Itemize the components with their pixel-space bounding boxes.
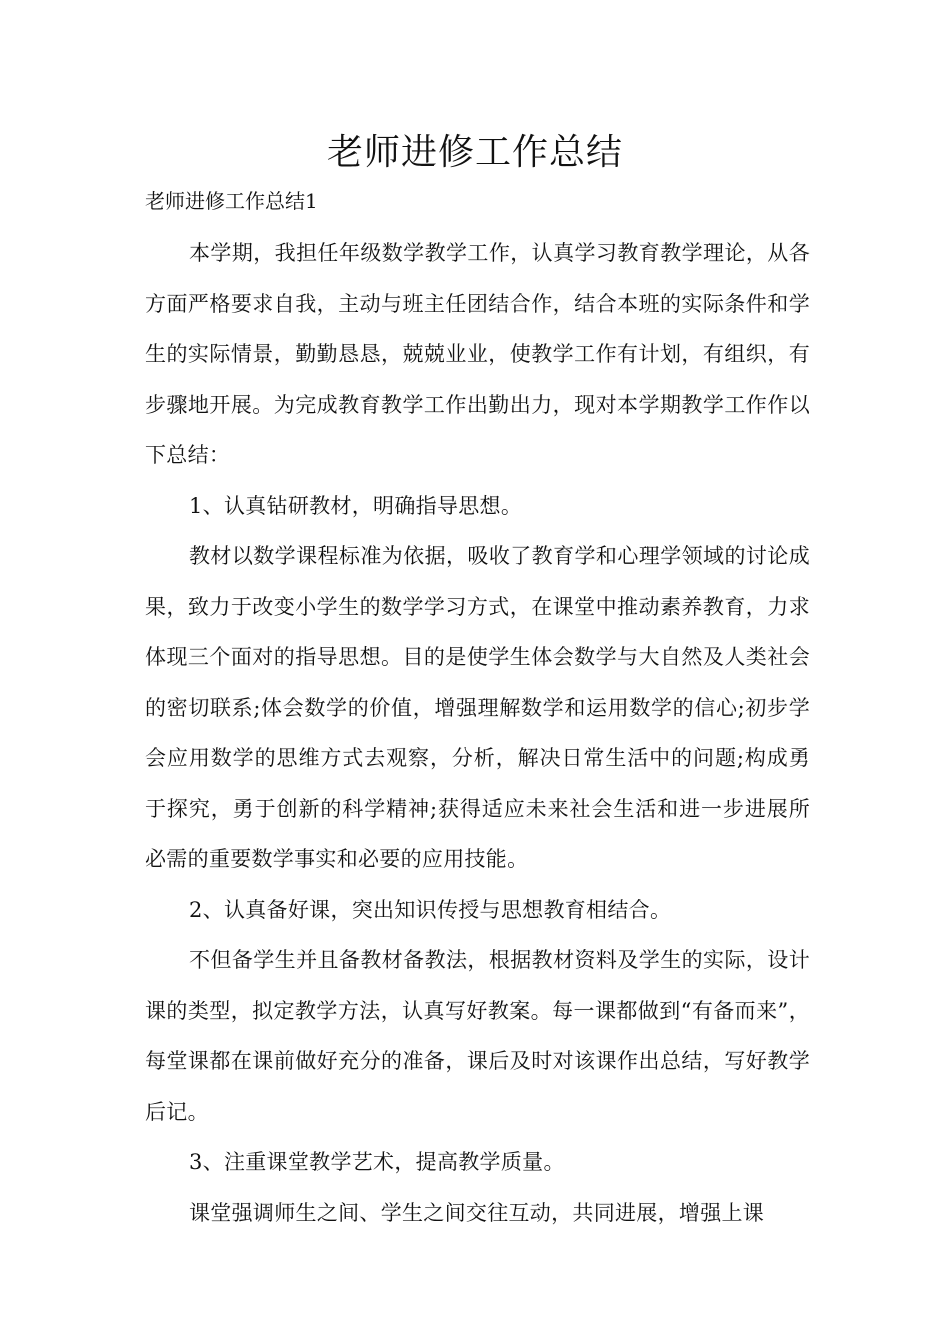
document-body xyxy=(145,228,810,1238)
section-heading-1: 1、认真钻研教材，明确指导思想。 xyxy=(189,493,523,518)
section-heading-3: 3、注重课堂教学艺术，提高教学质量。 xyxy=(189,1150,565,1174)
paragraph-section-3: 课堂强调师生之间、学生之间交往互动，共同进展，增强上课 xyxy=(189,1200,765,1225)
paragraph-section-1: 教材以数学课程标准为依据，吸收了教育学和心理学领域的讨论成果，致力于改变小学生的数学学习方式，在课堂中推动素养教育，力求体现三个面对的指导思想。目的是使学生体会数学与大自然及人类社会的密切联系;体会数学的价值，增强理解数学和运用数学的信心;初步学会应用数学的思维方式去观察，分析，解决日常生活中的问题;构成勇于探究，勇于创新的科学精神;获得适应未来社会生活和进一步进展所必需的重要数学事实和必要的应用技能。 xyxy=(145,544,810,871)
document-subtitle: 老师进修工作总结1 xyxy=(145,189,318,213)
section-heading-2: 2、认真备好课，突出知识传授与思想教育相结合。 xyxy=(189,897,672,922)
paragraph-intro: 本学期，我担任年级数学教学工作，认真学习教育教学理论，从各方面严格要求自我，主动与班主任团结合作，结合本班的实际条件和学生的实际情景，勤勤恳恳，兢兢业业，使教学工作有计划，有组织，有步骤地开展。为完成教育教学工作出勤出力，现对本学期教学工作作以下总结： xyxy=(145,241,810,467)
document-title: 老师进修工作总结 xyxy=(326,132,623,173)
paragraph-section-2: 不但备学生并且备教材备教法，根据教材资料及学生的实际，设计课的类型，拟定教学方法，认真写好教案。每一课都做到“有备而来”，每堂课都在课前做好充分的准备，课后及时对该课作出总结，写好教学后记。 xyxy=(145,948,810,1124)
